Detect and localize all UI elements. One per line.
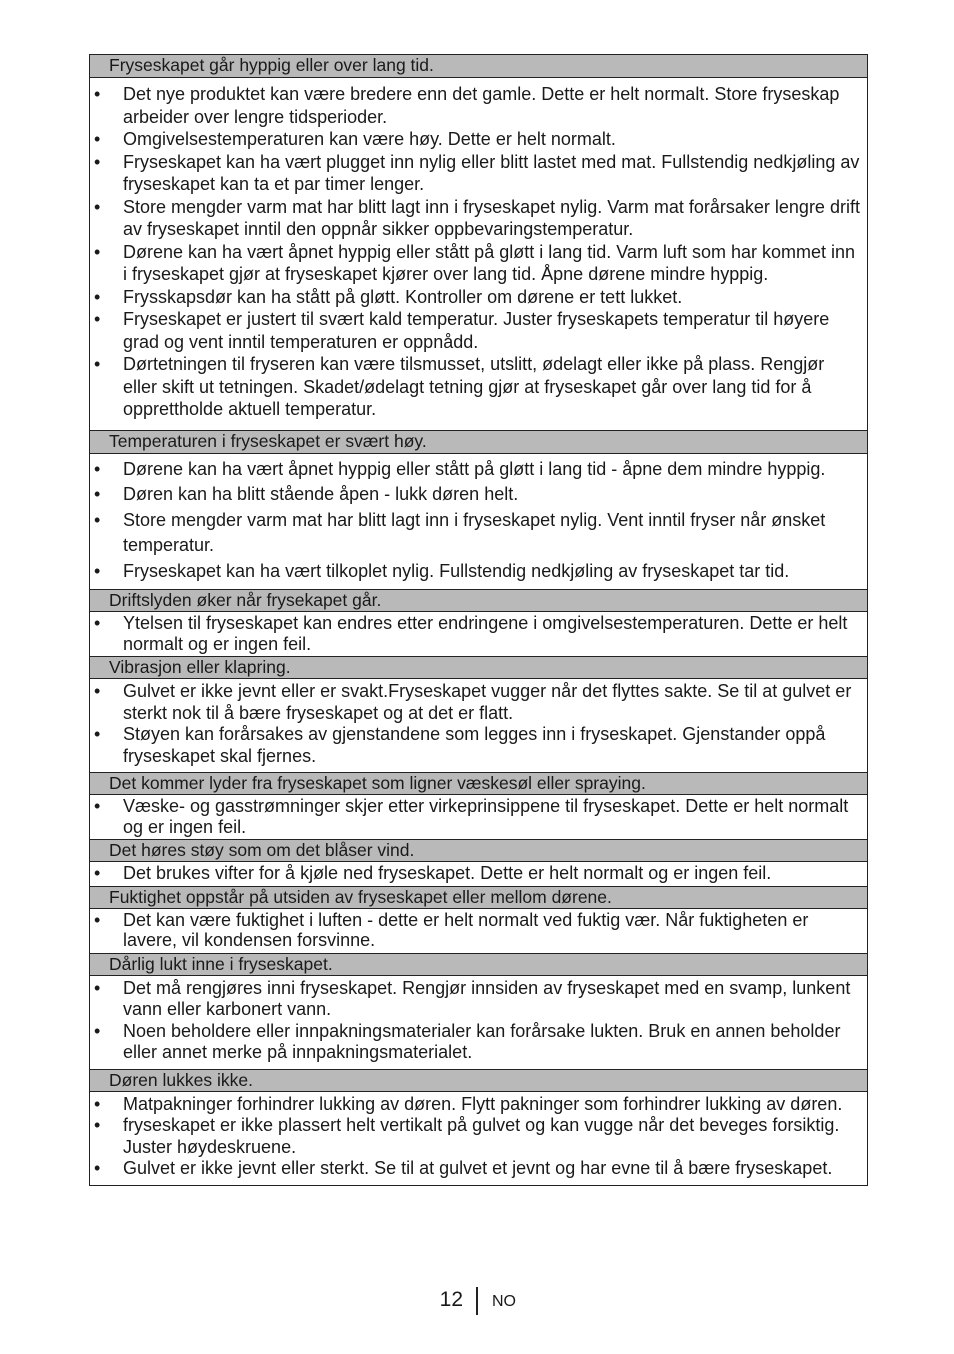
bullet-icon: • [94,613,101,633]
list-item: • Frysskapsdør kan ha stått på gløtt. Kontroller om dørene er tett lukket. [94,286,683,307]
section-header-text: Det kommer lyder fra fryseskapet som ligner væskesøl eller spraying. [109,773,646,793]
list-item: • Fryseskapet kan ha vært tilkoplet nylig. Fullstendig nedkjøling av fryseskapet tar tid. [90,559,867,585]
bullet-icon: • [94,84,101,104]
bullet-list [90,613,867,654]
list-item: • Store mengder varm mat har blitt lagt inn i fryseskapet nylig. Vent inntil fryser når ønsket temperatur. [94,509,826,555]
bullet-icon: • [94,560,101,581]
list-item: • Det må rengjøres inni fryseskapet. Rengjør innsiden av fryseskapet med en svamp, lunkent vann eller karbonert vann. [94,977,851,1019]
list-item: • Noen beholdere eller innpakningsmaterialer kan forårsake lukten. Bruk en annen beholder eller annet merke på innpakningsmaterialet. [94,1020,841,1062]
list-item: • Fryseskapet kan ha vært plugget inn nylig eller blitt lastet med mat. Fullstendig nedkjøling av fryseskapet kan ta et par timer lenger. [94,151,860,194]
troubleshooting-table [89,54,868,1186]
list-item: • Omgivelsestemperaturen kan være høy. Dette er helt normalt. [94,129,616,149]
list-item: • Støyen kan forårsakes av gjenstandene som legges inn i fryseskapet. Gjenstander oppå fryseskapet skal fjernes. [94,724,826,766]
list-item: • Dørtetningen til fryseren kan være tilsmusset, utslitt, ødelagt eller ikke på plass. Rengjør eller skift ut tetningen. Skadet/ødelagt tetning gjør at fryseskapet går over lang tid for å opprettholde aktuell temperatur. [94,354,825,419]
bullet-icon: • [94,458,101,479]
bullet-icon: • [94,909,101,930]
section-header-text: Vibrasjon eller klapring. [109,657,291,677]
section-header-text: Fryseskapet går hyppig eller over lang tid. [109,55,434,75]
bullet-list [90,796,867,837]
section-header-text: Dårlig lukt inne i fryseskapet. [109,953,333,974]
bullet-list [90,681,867,767]
section-header [90,430,868,453]
section-header-text: Døren lukkes ikke. [109,1069,253,1090]
section-header [90,657,868,679]
section-body [90,862,868,887]
section-header [90,953,868,975]
bullet-list [90,863,867,884]
bullet-icon: • [94,354,101,374]
list-item: • Matpakninger forhindrer lukking av døren. Flytt pakninger som forhindrer lukking av døren. [94,1093,843,1114]
bullet-list [90,457,867,585]
bullet-icon: • [94,977,101,998]
bullet-icon: • [94,286,101,307]
bullet-icon: • [94,1158,101,1178]
list-item: • Det brukes vifter for å kjøle ned fryseskapet. Dette er helt normalt og er ingen feil. [94,863,772,883]
bullet-list [90,910,867,951]
section-header [90,773,868,795]
list-item: • Fryseskapet er justert til svært kald temperatur. Juster fryseskapets temperatur til høyere grad og vent inntil temperaturen er oppnådd. [94,309,830,352]
section-body [90,975,868,1069]
list-item: • Døren kan ha blitt stående åpen - lukk døren helt. [90,482,867,508]
page-footer [0,1287,954,1317]
list-item: • Ytelsen til fryseskapet kan endres etter endringene i omgivelsestemperaturen. Dette er helt normalt og er ingen feil. [94,613,848,654]
bullet-icon: • [94,1020,101,1041]
bullet-icon: • [94,1115,101,1135]
section-body [90,679,868,773]
bullet-icon: • [94,863,101,883]
section-body [90,1091,868,1185]
bullet-icon: • [94,309,101,329]
list-item: • Gulvet er ikke jevnt eller er svakt.Fryseskapet vugger når det flyttes sakte. Se til at gulvet er sterkt nok til å bære fryseskapet og at det er flatt. [94,681,852,723]
section-header [90,1069,868,1091]
section-body [90,453,868,590]
bullet-icon: • [94,196,101,217]
bullet-icon: • [94,241,101,262]
bullet-icon: • [94,724,101,744]
list-item: • fryseskapet er ikke plassert helt vertikalt på gulvet og kan vugge når det beveges forsiktig. Juster høydeskruene. [94,1115,840,1157]
bullet-list [90,978,867,1064]
section-header-text: Driftslyden øker når frysekapet går. [109,590,382,610]
bullet-icon: • [94,509,101,530]
section-header-text: Det høres støy som om det blåser vind. [109,840,415,860]
section-body [90,795,868,840]
footer-divider [476,1287,478,1315]
section-header [90,886,868,908]
bullet-list [90,83,867,421]
section-header [90,590,868,612]
bullet-icon: • [94,681,101,701]
list-item: • Dørene kan ha vært åpnet hyppig eller stått på gløtt i lang tid. Varm luft som har kommet inn i fryseskapet gjør at fryseskapet kjører over lang tid. Åpne dørene mindre hyppig. [94,241,855,284]
section-header-text: Temperaturen i fryseskapet er svært høy. [109,430,427,451]
list-item: • Dørene kan ha vært åpnet hyppig eller stått på gløtt i lang tid - åpne dem mindre hyppig. [90,457,867,483]
bullet-icon: • [94,796,101,816]
bullet-icon: • [94,1093,101,1114]
bullet-list [90,1094,867,1180]
bullet-icon: • [94,484,101,504]
list-item: • Det nye produktet kan være bredere enn det gamle. Dette er helt normalt. Store fryseskap arbeider over lengre tidsperioder. [94,84,840,127]
list-item: • Store mengder varm mat har blitt lagt inn i fryseskapet nylig. Varm mat forårsaker lengre drift av fryseskapet inntil den oppnår sikker oppbevaringstemperatur. [94,196,860,239]
section-body [90,908,868,953]
list-item: • Gulvet er ikke jevnt eller sterkt. Se til at gulvet et jevnt og har evne til å bære fryseskapet. [94,1158,833,1178]
section-header [90,55,868,78]
list-item: • Væske- og gasstrømninger skjer etter virkeprinsippene til fryseskapet. Dette er helt normalt og er ingen feil. [94,796,849,837]
bullet-icon: • [94,151,101,172]
section-body [90,78,868,431]
section-body [90,612,868,657]
language-code: NO [492,1293,516,1310]
bullet-icon: • [94,129,101,149]
list-item: • Det kan være fuktighet i luften - dette er helt normalt ved fuktig vær. Når fuktigheten er lavere, vil kondensen forsvinne. [94,909,809,950]
section-header [90,840,868,862]
page-number: 12 [439,1288,463,1311]
section-header-text: Fuktighet oppstår på utsiden av fryseskapet eller mellom dørene. [109,886,612,907]
